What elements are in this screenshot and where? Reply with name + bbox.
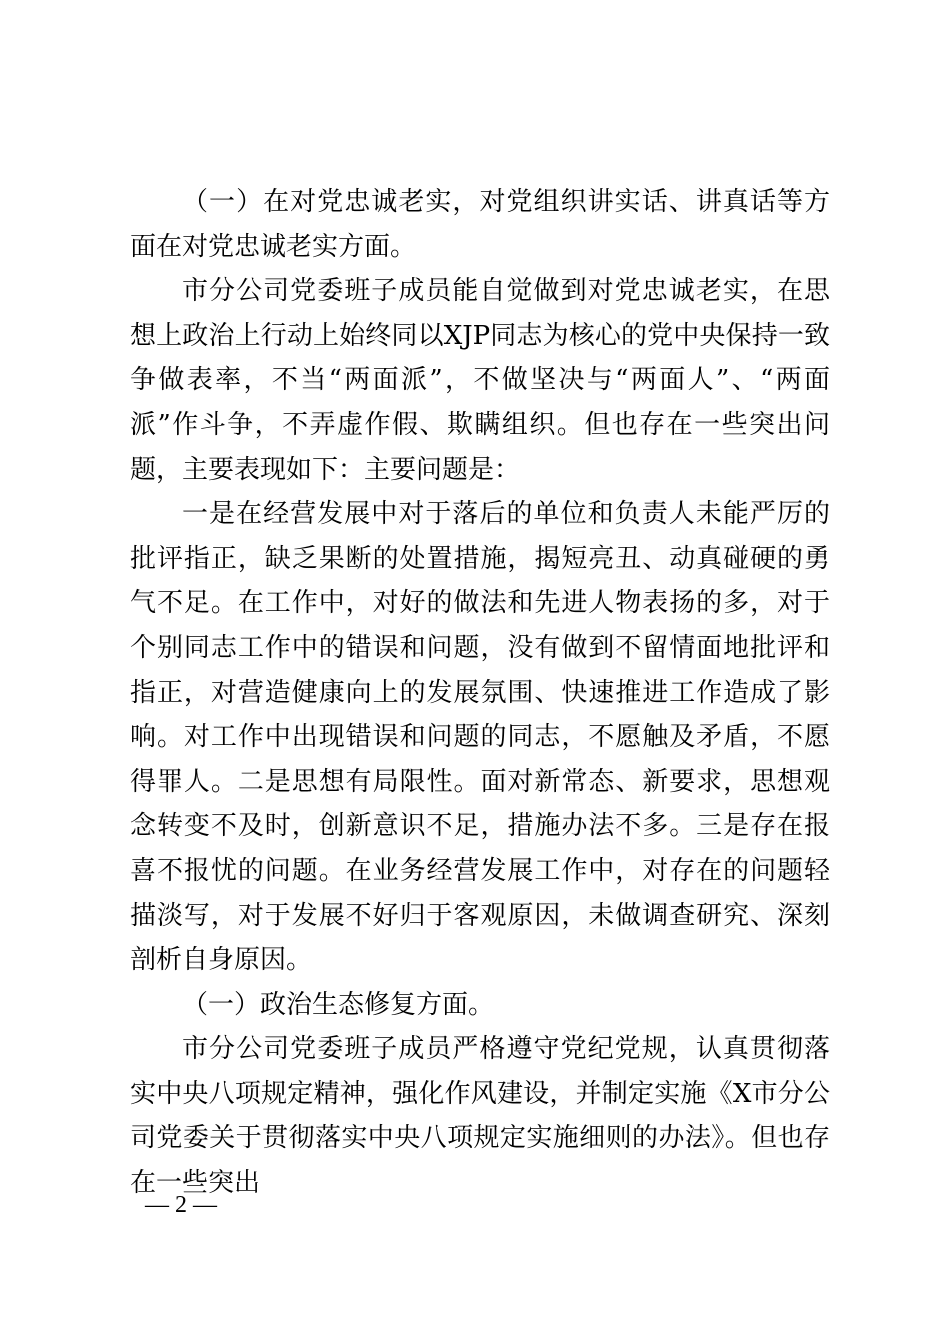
document-body <box>130 180 830 1206</box>
paragraph-main-problems: 一是在经营发展中对于落后的单位和负责人未能严厉的批评指正，缺乏果断的处置措施，揭短亮丑、动真碰硬的勇气不足。在工作中，对好的做法和先进人物表扬的多，对于个别同志工作中的错误和问题，没有做到不留情面地批评和指正，对营造健康向上的发展氛围、快速推进工作造成了影响。对工作中出现错误和问题的同志，不愿触及矛盾，不愿得罪人。二是思想有局限性。面对新常态、新要求，思想观念转变不及时，创新意识不足，措施办法不多。三是存在报喜不报忧的问题。在业务经营发展工作中，对存在的问题轻描淡写，对于发展不好归于客观原因，未做调查研究、深刻剖析自身原因。 <box>130 499 830 976</box>
section-heading-loyalty: （一）在对党忠诚老实，对党组织讲实话、讲真话等方面在对党忠诚老实方面。 <box>130 187 830 262</box>
paragraph-political-ecology: 市分公司党委班子成员严格遵守党纪党规，认真贯彻落实中央八项规定精神，强化作风建设，并制定实施《X市分公司党委关于贯彻落实中央八项规定实施细则的办法》。但也存在一些突出 <box>130 1034 830 1199</box>
paragraph-loyalty-overview: 市分公司党委班子成员能自觉做到对党忠诚老实，在思想上政治上行动上始终同以XJP同志为核心的党中央保持一致争做表率，不当“两面派”，不做坚决与“两面人”、“两面派”作斗争，不弄虚作假、欺瞒组织。但也存在一些突出问题，主要表现如下：主要问题是： <box>130 276 830 485</box>
section-heading-political-ecology: （一）政治生态修复方面。 <box>182 989 495 1020</box>
page-number: — 2 — <box>145 1192 217 1218</box>
